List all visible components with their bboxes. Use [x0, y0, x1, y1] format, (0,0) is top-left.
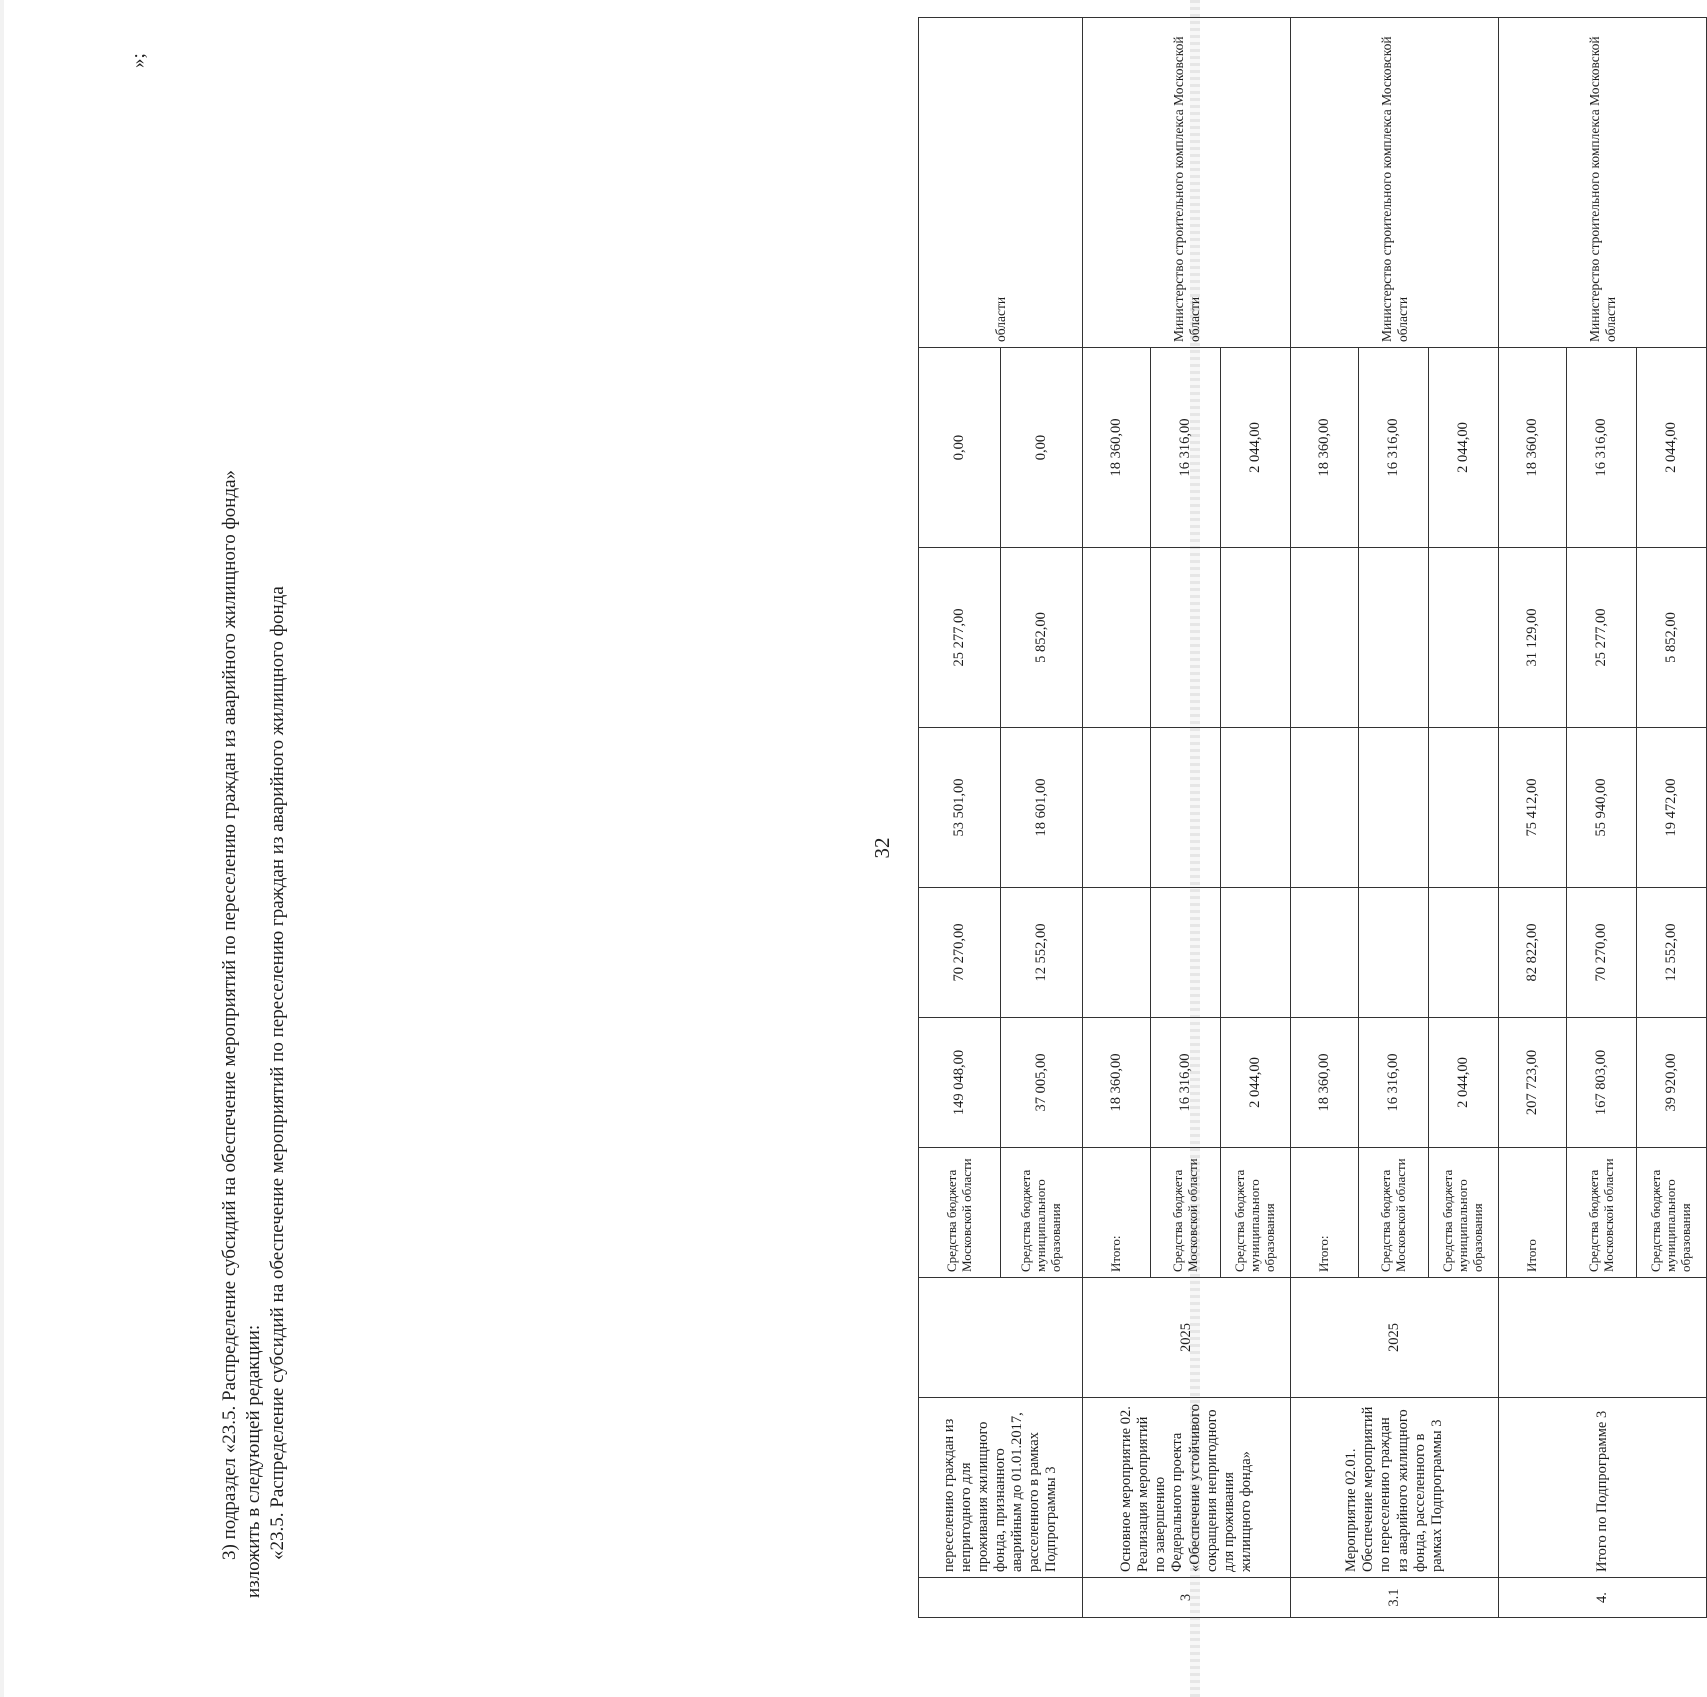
- responsible-executor-cell: Министерство строительного комплекса Московской области: [1083, 18, 1291, 348]
- funding-source-cell: Средства бюджета Московской области: [1359, 1148, 1429, 1278]
- year4-amount-cell: 18 360,00: [1291, 348, 1359, 548]
- year2-amount-cell: [1359, 728, 1429, 888]
- total-amount-cell: 149 048,00: [919, 1018, 1001, 1148]
- year4-amount-cell: 2 044,00: [1429, 348, 1499, 548]
- row-number-cell: 3: [1083, 1578, 1291, 1618]
- year4-amount-cell: 0,00: [1001, 348, 1083, 548]
- funding-source-cell: Средства бюджета Московской области: [1567, 1148, 1637, 1278]
- funding-source-cell: Средства бюджета муниципального образования: [1429, 1148, 1499, 1278]
- year-cell: 2025: [1291, 1278, 1499, 1398]
- year2-amount-cell: 55 940,00: [1567, 728, 1637, 888]
- responsible-executor-cell: Министерство строительного комплекса Московской области: [1499, 18, 1707, 348]
- year3-amount-cell: [1359, 548, 1429, 728]
- total-amount-cell: 39 920,00: [1637, 1018, 1707, 1148]
- total-amount-cell: 16 316,00: [1151, 1018, 1221, 1148]
- year1-amount-cell: 12 552,00: [1001, 888, 1083, 1018]
- year2-amount-cell: 18 601,00: [1001, 728, 1083, 888]
- responsible-executor-cell: области: [919, 18, 1083, 348]
- funding-source-cell: Средства бюджета Московской области: [1151, 1148, 1221, 1278]
- year1-amount-cell: [1291, 888, 1359, 1018]
- row-number-cell: 3.1: [1291, 1578, 1499, 1618]
- activity-name-cell: Мероприятие 02.01. Обеспечение мероприятий по переселению граждан из аварийного жилищного фонда, расселенного в рамках Подпрограммы 3: [1291, 1398, 1499, 1578]
- total-amount-cell: 2 044,00: [1429, 1018, 1499, 1148]
- year-cell: [919, 1278, 1083, 1398]
- year2-amount-cell: [1291, 728, 1359, 888]
- scan-left-edge: [0, 0, 4, 1697]
- funding-source-cell: Средства бюджета муниципального образования: [1221, 1148, 1291, 1278]
- year2-amount-cell: [1429, 728, 1499, 888]
- table-body: [919, 18, 1707, 1618]
- year3-amount-cell: [1291, 548, 1359, 728]
- year4-amount-cell: 16 316,00: [1151, 348, 1221, 548]
- total-amount-cell: 18 360,00: [1083, 1018, 1151, 1148]
- table-row: [1083, 18, 1151, 1618]
- funding-source-cell: Итого:: [1083, 1148, 1151, 1278]
- year4-amount-cell: 2 044,00: [1637, 348, 1707, 548]
- year4-amount-cell: 18 360,00: [1083, 348, 1151, 548]
- year1-amount-cell: [1429, 888, 1499, 1018]
- funding-source-cell: Итого: [1499, 1148, 1567, 1278]
- body-text: [218, 58, 289, 1598]
- year1-amount-cell: [1221, 888, 1291, 1018]
- year1-amount-cell: 82 822,00: [1499, 888, 1567, 1018]
- year2-amount-cell: 19 472,00: [1637, 728, 1707, 888]
- year4-amount-cell: 16 316,00: [1567, 348, 1637, 548]
- subprogram-funding-table: [918, 17, 1707, 1618]
- row-number-cell: 4.: [1499, 1578, 1707, 1618]
- total-amount-cell: 18 360,00: [1291, 1018, 1359, 1148]
- year4-amount-cell: 2 044,00: [1221, 348, 1291, 548]
- year2-amount-cell: [1151, 728, 1221, 888]
- paragraph-subsection-title: «23.5. Распределение субсидий на обеспечение мероприятий по переселению граждан из аварийного жилищного фонда: [266, 586, 288, 1560]
- year1-amount-cell: [1151, 888, 1221, 1018]
- year2-amount-cell: [1221, 728, 1291, 888]
- table-row: [1499, 18, 1567, 1618]
- year3-amount-cell: 25 277,00: [919, 548, 1001, 728]
- year1-amount-cell: [1083, 888, 1151, 1018]
- activity-name-cell: переселению граждан из непригодного для проживания жилищного фонда, признанного аварийным до 01.01.2017, расселенного в рамках Подпрограммы 3: [919, 1398, 1083, 1578]
- rotated-document-page: [18, 18, 1693, 1678]
- year3-amount-cell: 31 129,00: [1499, 548, 1567, 728]
- year3-amount-cell: 25 277,00: [1567, 548, 1637, 728]
- year3-amount-cell: [1429, 548, 1499, 728]
- responsible-executor-cell: Министерство строительного комплекса Московской области: [1291, 18, 1499, 348]
- year1-amount-cell: 12 552,00: [1637, 888, 1707, 1018]
- year1-amount-cell: 70 270,00: [919, 888, 1001, 1018]
- page-number: 32: [870, 837, 894, 859]
- activity-name-cell: Итого по Подпрограмме 3: [1499, 1398, 1707, 1578]
- table-row: [1291, 18, 1359, 1618]
- paragraph-new-wording: изложить в следующей редакции:: [242, 1324, 264, 1598]
- activity-name-cell: Основное мероприятие 02. Реализация мероприятий по завершению Федерального проекта «Обеспечение устойчивого сокращения непригодного для проживания жилищного фонда»: [1083, 1398, 1291, 1578]
- closing-quote-mark: »;: [128, 53, 149, 68]
- paragraph-subsection-amendment: 3) подраздел «23.5. Распределение субсидий на обеспечение мероприятий по переселению граждан из аварийного жилищного фонда»: [219, 469, 240, 1560]
- year3-amount-cell: [1221, 548, 1291, 728]
- total-amount-cell: 167 803,00: [1567, 1018, 1637, 1148]
- year2-amount-cell: [1083, 728, 1151, 888]
- funding-source-cell: Итого:: [1291, 1148, 1359, 1278]
- funding-source-cell: Средства бюджета муниципального образования: [1001, 1148, 1083, 1278]
- total-amount-cell: 16 316,00: [1359, 1018, 1429, 1148]
- funding-source-cell: Средства бюджета Московской области: [919, 1148, 1001, 1278]
- year4-amount-cell: 16 316,00: [1359, 348, 1429, 548]
- year1-amount-cell: [1359, 888, 1429, 1018]
- table-row: [919, 18, 1001, 1618]
- year1-amount-cell: 70 270,00: [1567, 888, 1637, 1018]
- year4-amount-cell: 0,00: [919, 348, 1001, 548]
- year4-amount-cell: 18 360,00: [1499, 348, 1567, 548]
- year3-amount-cell: [1083, 548, 1151, 728]
- year3-amount-cell: 5 852,00: [1001, 548, 1083, 728]
- year-cell: [1499, 1278, 1707, 1398]
- year-cell: 2025: [1083, 1278, 1291, 1398]
- funding-source-cell: Средства бюджета муниципального образования: [1637, 1148, 1707, 1278]
- total-amount-cell: 207 723,00: [1499, 1018, 1567, 1148]
- year3-amount-cell: [1151, 548, 1221, 728]
- year3-amount-cell: 5 852,00: [1637, 548, 1707, 728]
- year2-amount-cell: 75 412,00: [1499, 728, 1567, 888]
- row-number-cell: [919, 1578, 1083, 1618]
- total-amount-cell: 2 044,00: [1221, 1018, 1291, 1148]
- total-amount-cell: 37 005,00: [1001, 1018, 1083, 1148]
- year2-amount-cell: 53 501,00: [919, 728, 1001, 888]
